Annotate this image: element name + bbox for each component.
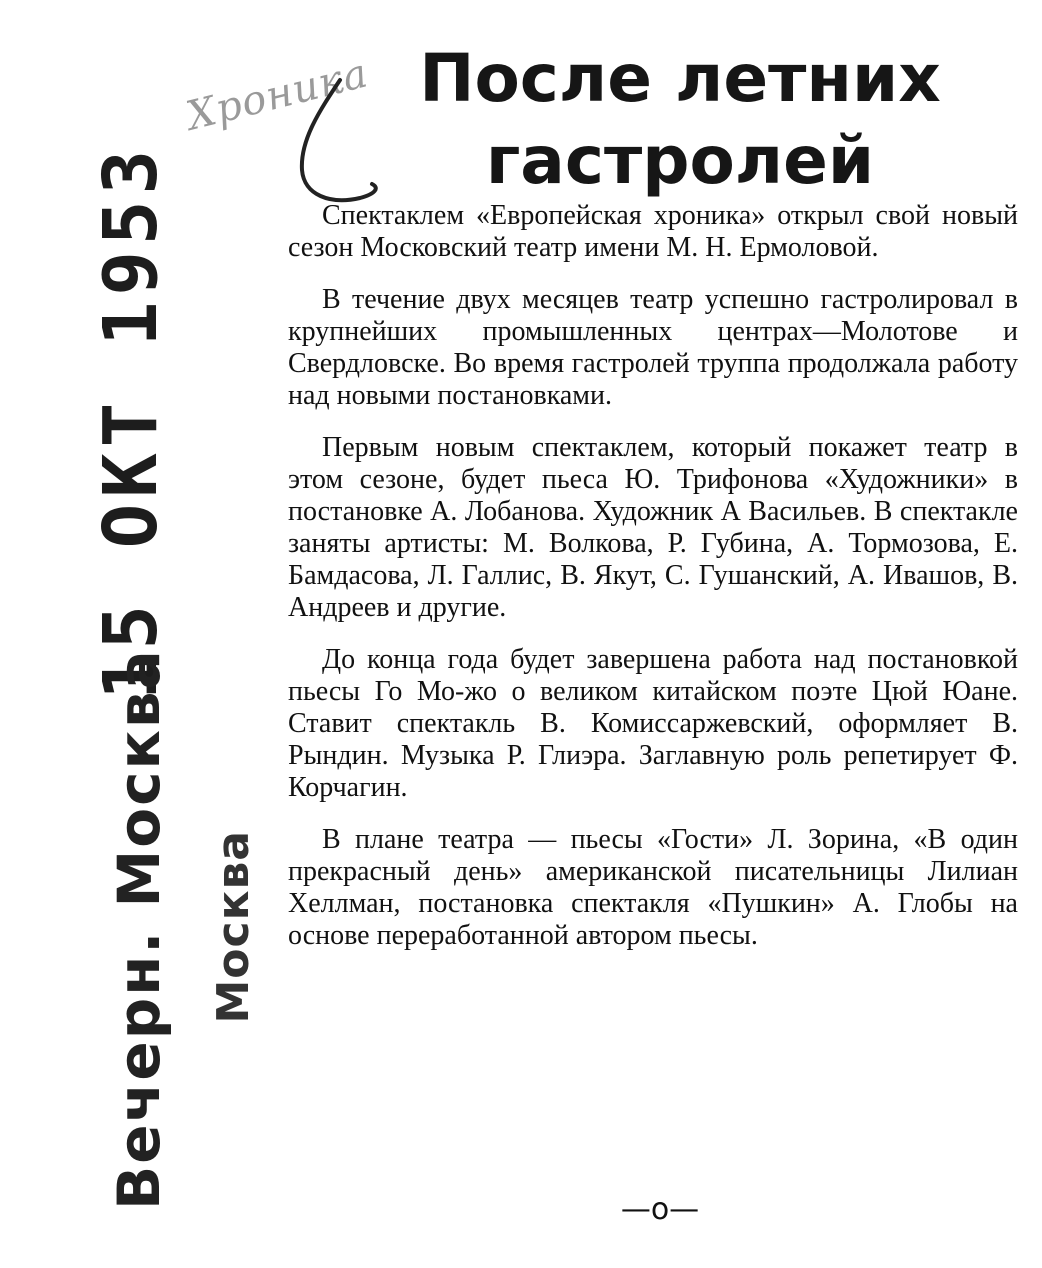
- article-paragraph: Первым новым спектаклем, который покажет театр в этом сезоне, будет пьеса Ю. Трифонова «Художники» в постановке А. Лобанова. Художник А Васильев. В спектакле заняты артисты: М. Волкова, Р. Губина, А. Тормозова, Е. Бамдасова, Л. Галлис, В. Якут, С. Гушанский, А. Ивашов, В. Андреев и другие.: [288, 432, 1018, 623]
- stamp-date: 15 ОКТ 1953: [88, 143, 174, 700]
- article-paragraph: В течение двух месяцев театр успешно гастролировал в крупнейших промышленных центрах—Молотове и Свердловске. Во время гастролей труппа продолжала работу над новыми постановками.: [288, 284, 1018, 411]
- article-paragraph: Спектаклем «Европейская хроника» открыл свой новый сезон Московский театр имени М. Н. Ермоловой.: [288, 200, 1018, 263]
- archive-stamp: [30, 143, 270, 1230]
- article-paragraph: В плане театра — пьесы «Гости» Л. Зорина, «В один прекрасный день» американской писательницы Лилиан Хеллман, постановка спектакля «Пушкин» А. Глобы на основе переработанной автором пьесы.: [288, 824, 1018, 951]
- stamp-newspaper: Вечерн. Москва: [105, 648, 173, 1210]
- stamp-city: Москва: [208, 830, 259, 1024]
- pencil-swirl-mark: [280, 70, 390, 220]
- article-paragraph: До конца года будет завершена работа над постановкой пьесы Го Мо-жо о великом китайском поэте Цюй Юане. Ставит спектакль В. Комиссаржевский, оформляет В. Рындин. Музыка Р. Глиэра. Заглавную роль репетирует Ф. Корчагин.: [288, 644, 1018, 803]
- handwritten-note: Хроника: [182, 50, 373, 140]
- article-headline: После летних гастролей: [419, 40, 941, 199]
- end-divider: —о—: [620, 1192, 700, 1227]
- article-body: [288, 200, 1018, 972]
